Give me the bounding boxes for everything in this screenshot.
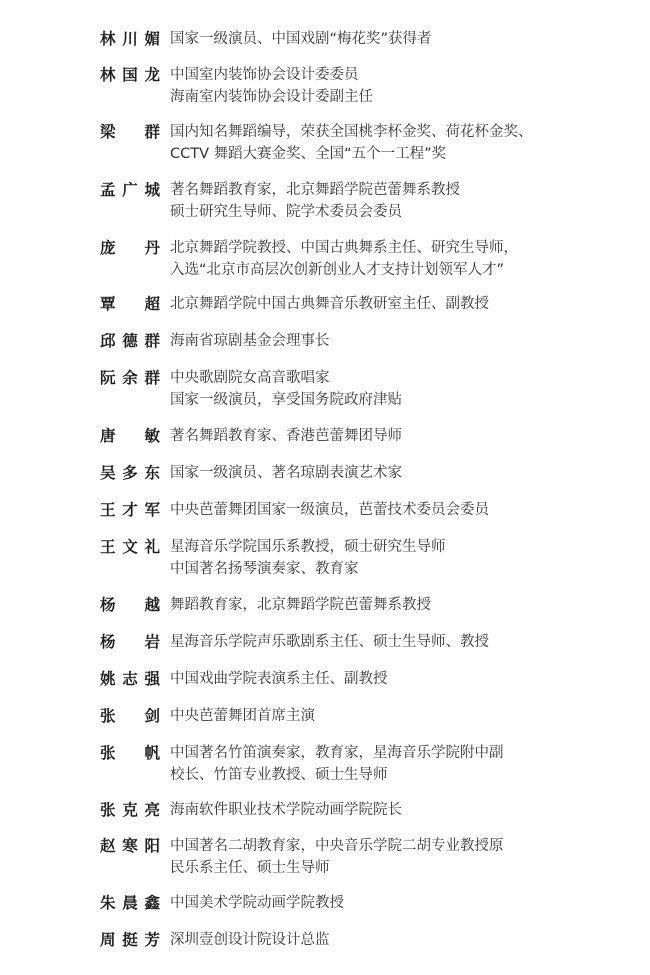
member-name: 赵寒阳 bbox=[100, 837, 160, 855]
description-line: 中国美术学院动画学院教授 bbox=[170, 895, 344, 911]
description-line: 星海音乐学院声乐歌剧系主任、硕士生导师、教授 bbox=[170, 634, 489, 650]
description-line: 中国戏曲学院表演系主任、副教授 bbox=[170, 671, 388, 687]
member-name: 张克亮 bbox=[100, 801, 160, 819]
member-description bbox=[170, 462, 625, 484]
member-description bbox=[170, 594, 625, 616]
description-line: CCTV 舞蹈大赛金奖、全国“五个一工程”奖 bbox=[170, 146, 447, 162]
member-description bbox=[170, 799, 625, 821]
member-description bbox=[170, 929, 625, 951]
member-description bbox=[170, 536, 625, 580]
description-line: 中央歌剧院女高音歌唱家 bbox=[170, 370, 330, 386]
member-name: 张帆 bbox=[100, 744, 160, 762]
member-description bbox=[170, 631, 625, 653]
member-name: 孟广城 bbox=[100, 181, 160, 199]
member-name: 梁群 bbox=[100, 123, 160, 141]
description-line: 校长、竹笛专业教授、硕士生导师 bbox=[170, 767, 388, 783]
member-name: 唐敏 bbox=[100, 427, 160, 445]
description-line: 北京舞蹈学院教授、中国古典舞系主任、研究生导师， bbox=[170, 240, 518, 256]
description-line: 国家一级演员、著名琼剧表演艺术家 bbox=[170, 465, 402, 481]
member-name: 林国龙 bbox=[100, 66, 160, 84]
member-description bbox=[170, 367, 625, 411]
description-line: 北京舞蹈学院中国古典舞音乐教研室主任、副教授 bbox=[170, 296, 489, 312]
description-line: 海南省琼剧基金会理事长 bbox=[170, 333, 330, 349]
member-name: 朱晨鑫 bbox=[100, 894, 160, 912]
description-line: 硕士研究生导师、院学术委员会委员 bbox=[170, 204, 402, 220]
member-description bbox=[170, 742, 625, 786]
description-line: 中国室内装饰协会设计委委员 bbox=[170, 67, 359, 83]
member-description bbox=[170, 835, 625, 879]
description-line: 舞蹈教育家，北京舞蹈学院芭蕾舞系教授 bbox=[170, 597, 431, 613]
description-line: 著名舞蹈教育家、香港芭蕾舞团导师 bbox=[170, 428, 402, 444]
description-line: 国家一级演员，享受国务院政府津贴 bbox=[170, 392, 402, 408]
member-name: 覃超 bbox=[100, 295, 160, 313]
member-description bbox=[170, 237, 625, 281]
member-name: 杨岩 bbox=[100, 633, 160, 651]
member-name: 阮余群 bbox=[100, 369, 160, 387]
member-description bbox=[170, 28, 625, 50]
description-line: 海南软件职业技术学院动画学院院长 bbox=[170, 802, 402, 818]
member-description bbox=[170, 499, 625, 521]
description-line: 中国著名二胡教育家，中央音乐学院二胡专业教授原 bbox=[170, 838, 504, 854]
description-line: 国家一级演员、中国戏剧“梅花奖”获得者 bbox=[170, 31, 432, 47]
description-line: 中央芭蕾舞团首席主演 bbox=[170, 708, 315, 724]
member-description bbox=[170, 668, 625, 690]
member-name: 邱德群 bbox=[100, 332, 160, 350]
member-name: 庞丹 bbox=[100, 239, 160, 257]
description-line: 中国著名扬琴演奏家、教育家 bbox=[170, 561, 359, 577]
member-description bbox=[170, 121, 625, 165]
description-line: 海南室内装饰协会设计委副主任 bbox=[170, 89, 373, 105]
description-line: 中央芭蕾舞团国家一级演员，芭蕾技术委员会委员 bbox=[170, 502, 489, 518]
member-name: 吴多东 bbox=[100, 464, 160, 482]
member-description bbox=[170, 330, 625, 352]
member-name: 杨越 bbox=[100, 596, 160, 614]
member-name: 周挺芳 bbox=[100, 931, 160, 949]
description-line: 国内知名舞蹈编导，荣获全国桃李杯金奖、荷花杯金奖、 bbox=[170, 124, 533, 140]
member-description bbox=[170, 425, 625, 447]
member-description bbox=[170, 179, 625, 223]
description-line: 著名舞蹈教育家，北京舞蹈学院芭蕾舞系教授 bbox=[170, 182, 460, 198]
member-name: 林川媚 bbox=[100, 30, 160, 48]
member-description bbox=[170, 892, 625, 914]
member-description bbox=[170, 705, 625, 727]
description-line: 中国著名竹笛演奏家，教育家，星海音乐学院附中副 bbox=[170, 745, 504, 761]
member-description bbox=[170, 64, 625, 108]
description-line: 星海音乐学院国乐系教授，硕士研究生导师 bbox=[170, 539, 446, 555]
member-description bbox=[170, 293, 625, 315]
description-line: 深圳壹创设计院设计总监 bbox=[170, 932, 330, 948]
member-name: 张剑 bbox=[100, 707, 160, 725]
description-line: 民乐系主任、硕士生导师 bbox=[170, 860, 330, 876]
member-name: 王文礼 bbox=[100, 538, 160, 556]
member-name: 王才军 bbox=[100, 501, 160, 519]
description-line: 入选“北京市高层次创新创业人才支持计划领军人才” bbox=[170, 262, 505, 278]
member-name: 姚志强 bbox=[100, 670, 160, 688]
